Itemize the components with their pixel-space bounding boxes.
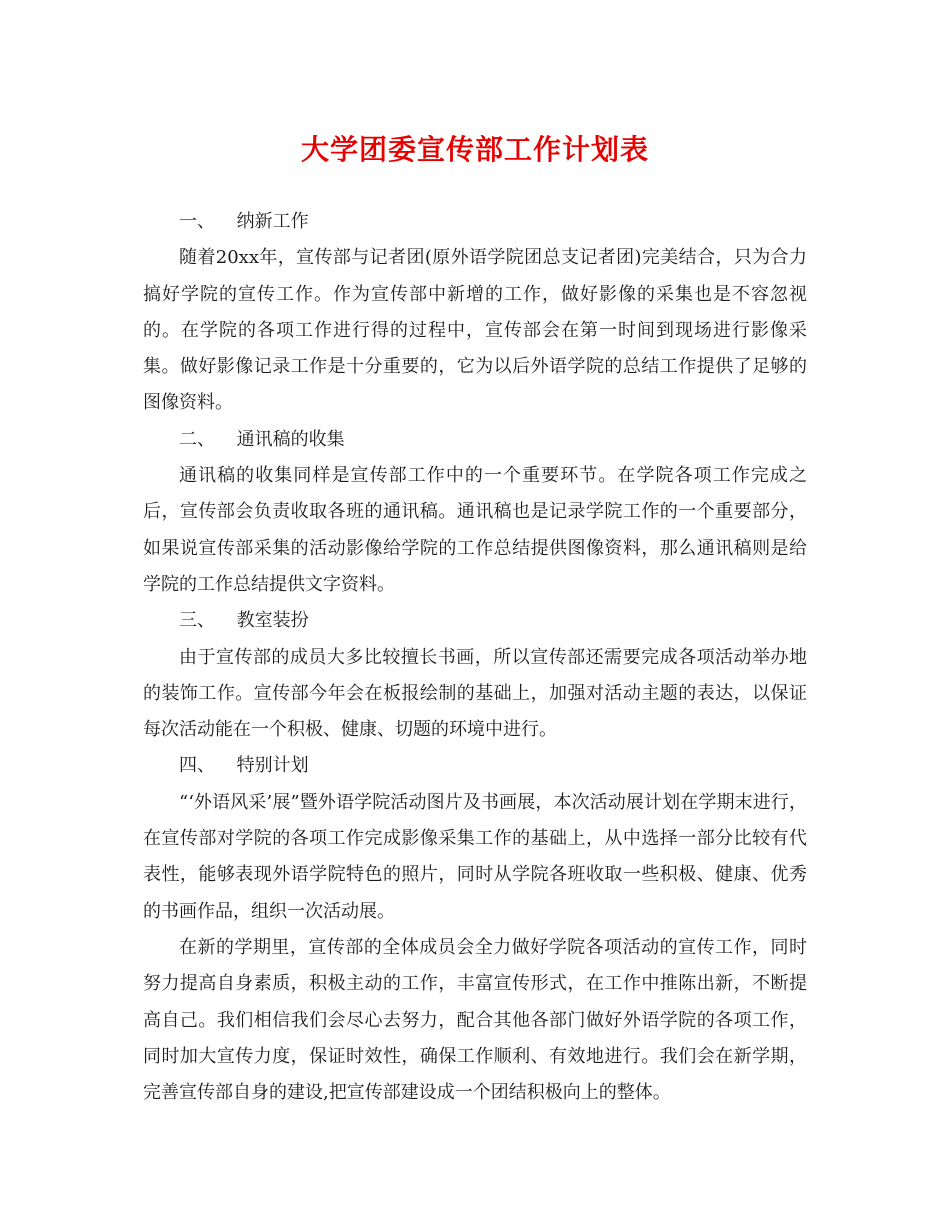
- section-heading-1: [143, 204, 807, 240]
- section-heading-4: [143, 748, 807, 784]
- section-number: 一、: [179, 211, 215, 232]
- section-paragraph-3: 由于宣传部的成员大多比较擅长书画，所以宣传部还需要完成各项活动举办地的装饰工作。宣传部今年会在板报绘制的基础上，加强对活动主题的表达，以保证每次活动能在一个积极、健康、切题的环境中进行。: [143, 646, 807, 741]
- document-body: [143, 204, 807, 1111]
- section-number: 三、: [179, 610, 215, 632]
- section-paragraph-2: 通讯稿的收集同样是宣传部工作中的一个重要环节。在学院各项工作完成之后，宣传部会负责收取各班的通讯稿。通讯稿也是记录学院工作的一个重要部分，如果说宣传部采集的活动影像给学院的工作总结提供图像资料，那么通讯稿则是给学院的工作总结提供文字资料。: [143, 465, 807, 595]
- section-title: 教室装扮: [236, 610, 309, 632]
- section-heading-2: [143, 422, 807, 458]
- section-title: 纳新工作: [236, 211, 309, 232]
- page-title: 大学团委宣传部工作计划表: [300, 133, 649, 166]
- closing-paragraph: 在新的学期里，宣传部的全体成员会全力做好学院各项活动的宣传工作，同时努力提高自身素质，积极主动的工作，丰富宣传形式，在工作中推陈出新，不断提高自己。我们相信我们会尽心去努力，配合其他各部门做好外语学院的各项工作，同时加大宣传力度，保证时效性，确保工作顺利、有效地进行。我们会在新学期，完善宣传部自身的建设,把宣传部建设成一个团结积极向上的整体。: [143, 936, 807, 1104]
- section-number: 二、: [179, 428, 215, 450]
- section-title: 特别计划: [236, 755, 309, 777]
- section-number: 四、: [179, 755, 215, 777]
- section-paragraph-4: “‘外语风采’展”暨外语学院活动图片及书画展，本次活动展计划在学期末进行，在宣传部对学院的各项工作完成影像采集工作的基础上，从中选择一部分比较有代表性，能够表现外语学院特色的照片，同时从学院各班收取一些积极、健康、优秀的书画作品，组织一次活动展。: [143, 791, 807, 922]
- section-heading-3: [143, 603, 807, 639]
- section-title: 通讯稿的收集: [236, 428, 345, 450]
- section-paragraph-1: 随着20xx年，宣传部与记者团(原外语学院团总支记者团)完美结合，只为合力搞好学院的宣传工作。作为宣传部中新增的工作，做好影像的采集也是不容忽视的。在学院的各项工作进行得的过程中，宣传部会在第一时间到现场进行影像采集。做好影像记录工作是十分重要的，它为以后外语学院的总结工作提供了足够的图像资料。: [143, 247, 807, 414]
